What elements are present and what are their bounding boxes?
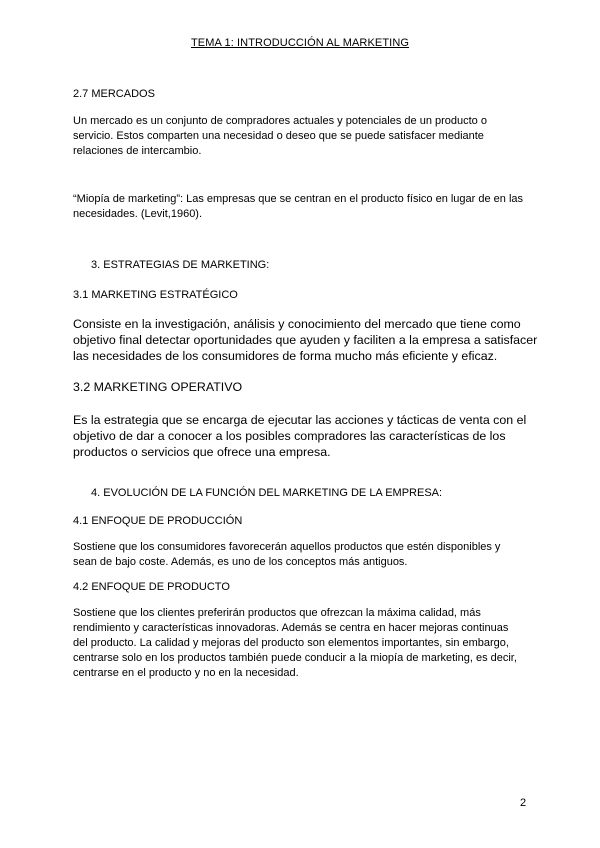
text-line: Sostiene que los clientes preferirán productos que ofrezcan la máxima calidad, más [73,607,481,619]
page-number: 2 [520,797,527,809]
section-heading-4-2: 4.2 ENFOQUE DE PRODUCTO [73,581,230,593]
text-line: centrarse en el producto y no en la necesidad. [73,667,299,679]
section-heading-3-1: 3.1 MARKETING ESTRATÉGICO [73,289,238,301]
text-line: objetivo de dar a conocer a los posibles compradores las características de los [73,429,506,443]
paragraph-miopia [73,192,533,222]
paragraph-mercados [73,114,533,159]
text-line: del producto. La calidad y mejoras del producto son elementos importantes, sin embargo, [73,637,509,649]
section-heading-4: 4. EVOLUCIÓN DE LA FUNCIÓN DEL MARKETING DE LA EMPRESA: [91,487,443,499]
text-line: centrarse solo en los productos también puede conducir a la miopía de marketing, es decir, [73,652,517,664]
text-line: las necesidades de los consumidores de forma mucho más eficiente y eficaz. [73,349,498,363]
section-heading-4-1: 4.1 ENFOQUE DE PRODUCCIÓN [73,515,243,527]
text-line: Consiste en la investigación, análisis y conocimiento del mercado que tiene como [73,317,521,331]
text-line: Un mercado es un conjunto de compradores actuales y potenciales de un producto o [73,115,487,127]
text-line: “Miopía de marketing”: Las empresas que se centran en el producto físico en lugar de en las [73,193,524,205]
section-heading-3-2: 3.2 MARKETING OPERATIVO [73,380,243,394]
paragraph-enfoque-produccion [73,540,533,570]
text-line: servicio. Estos comparten una necesidad o deseo que se puede satisfacer mediante [73,130,484,142]
paragraph-enfoque-producto [73,606,533,681]
text-line: Es la estrategia que se encarga de ejecutar las acciones y tácticas de venta con el [73,413,527,427]
text-line: productos o servicios que ofrece una empresa. [73,445,331,459]
text-line: sean de bajo coste. Además, es uno de los conceptos más antiguos. [73,556,408,568]
page-title: TEMA 1: INTRODUCCIÓN AL MARKETING [190,37,410,49]
text-line: Sostiene que los consumidores favorecerán aquellos productos que estén disponibles y [73,541,501,553]
text-line: necesidades. (Levit,1960). [73,208,203,220]
paragraph-marketing-estrategico [73,316,538,364]
paragraph-marketing-operativo [73,412,533,460]
section-heading-2-7: 2.7 MERCADOS [73,88,155,100]
text-line: objetivo final detectar oportunidades que ayuden y faciliten a la empresa a satisfacer [73,333,538,347]
text-line: rendimiento y características innovadoras. Además se centra en hacer mejoras continuas [73,622,509,634]
text-line: relaciones de intercambio. [73,145,202,157]
section-heading-3: 3. ESTRATEGIAS DE MARKETING: [91,259,270,271]
